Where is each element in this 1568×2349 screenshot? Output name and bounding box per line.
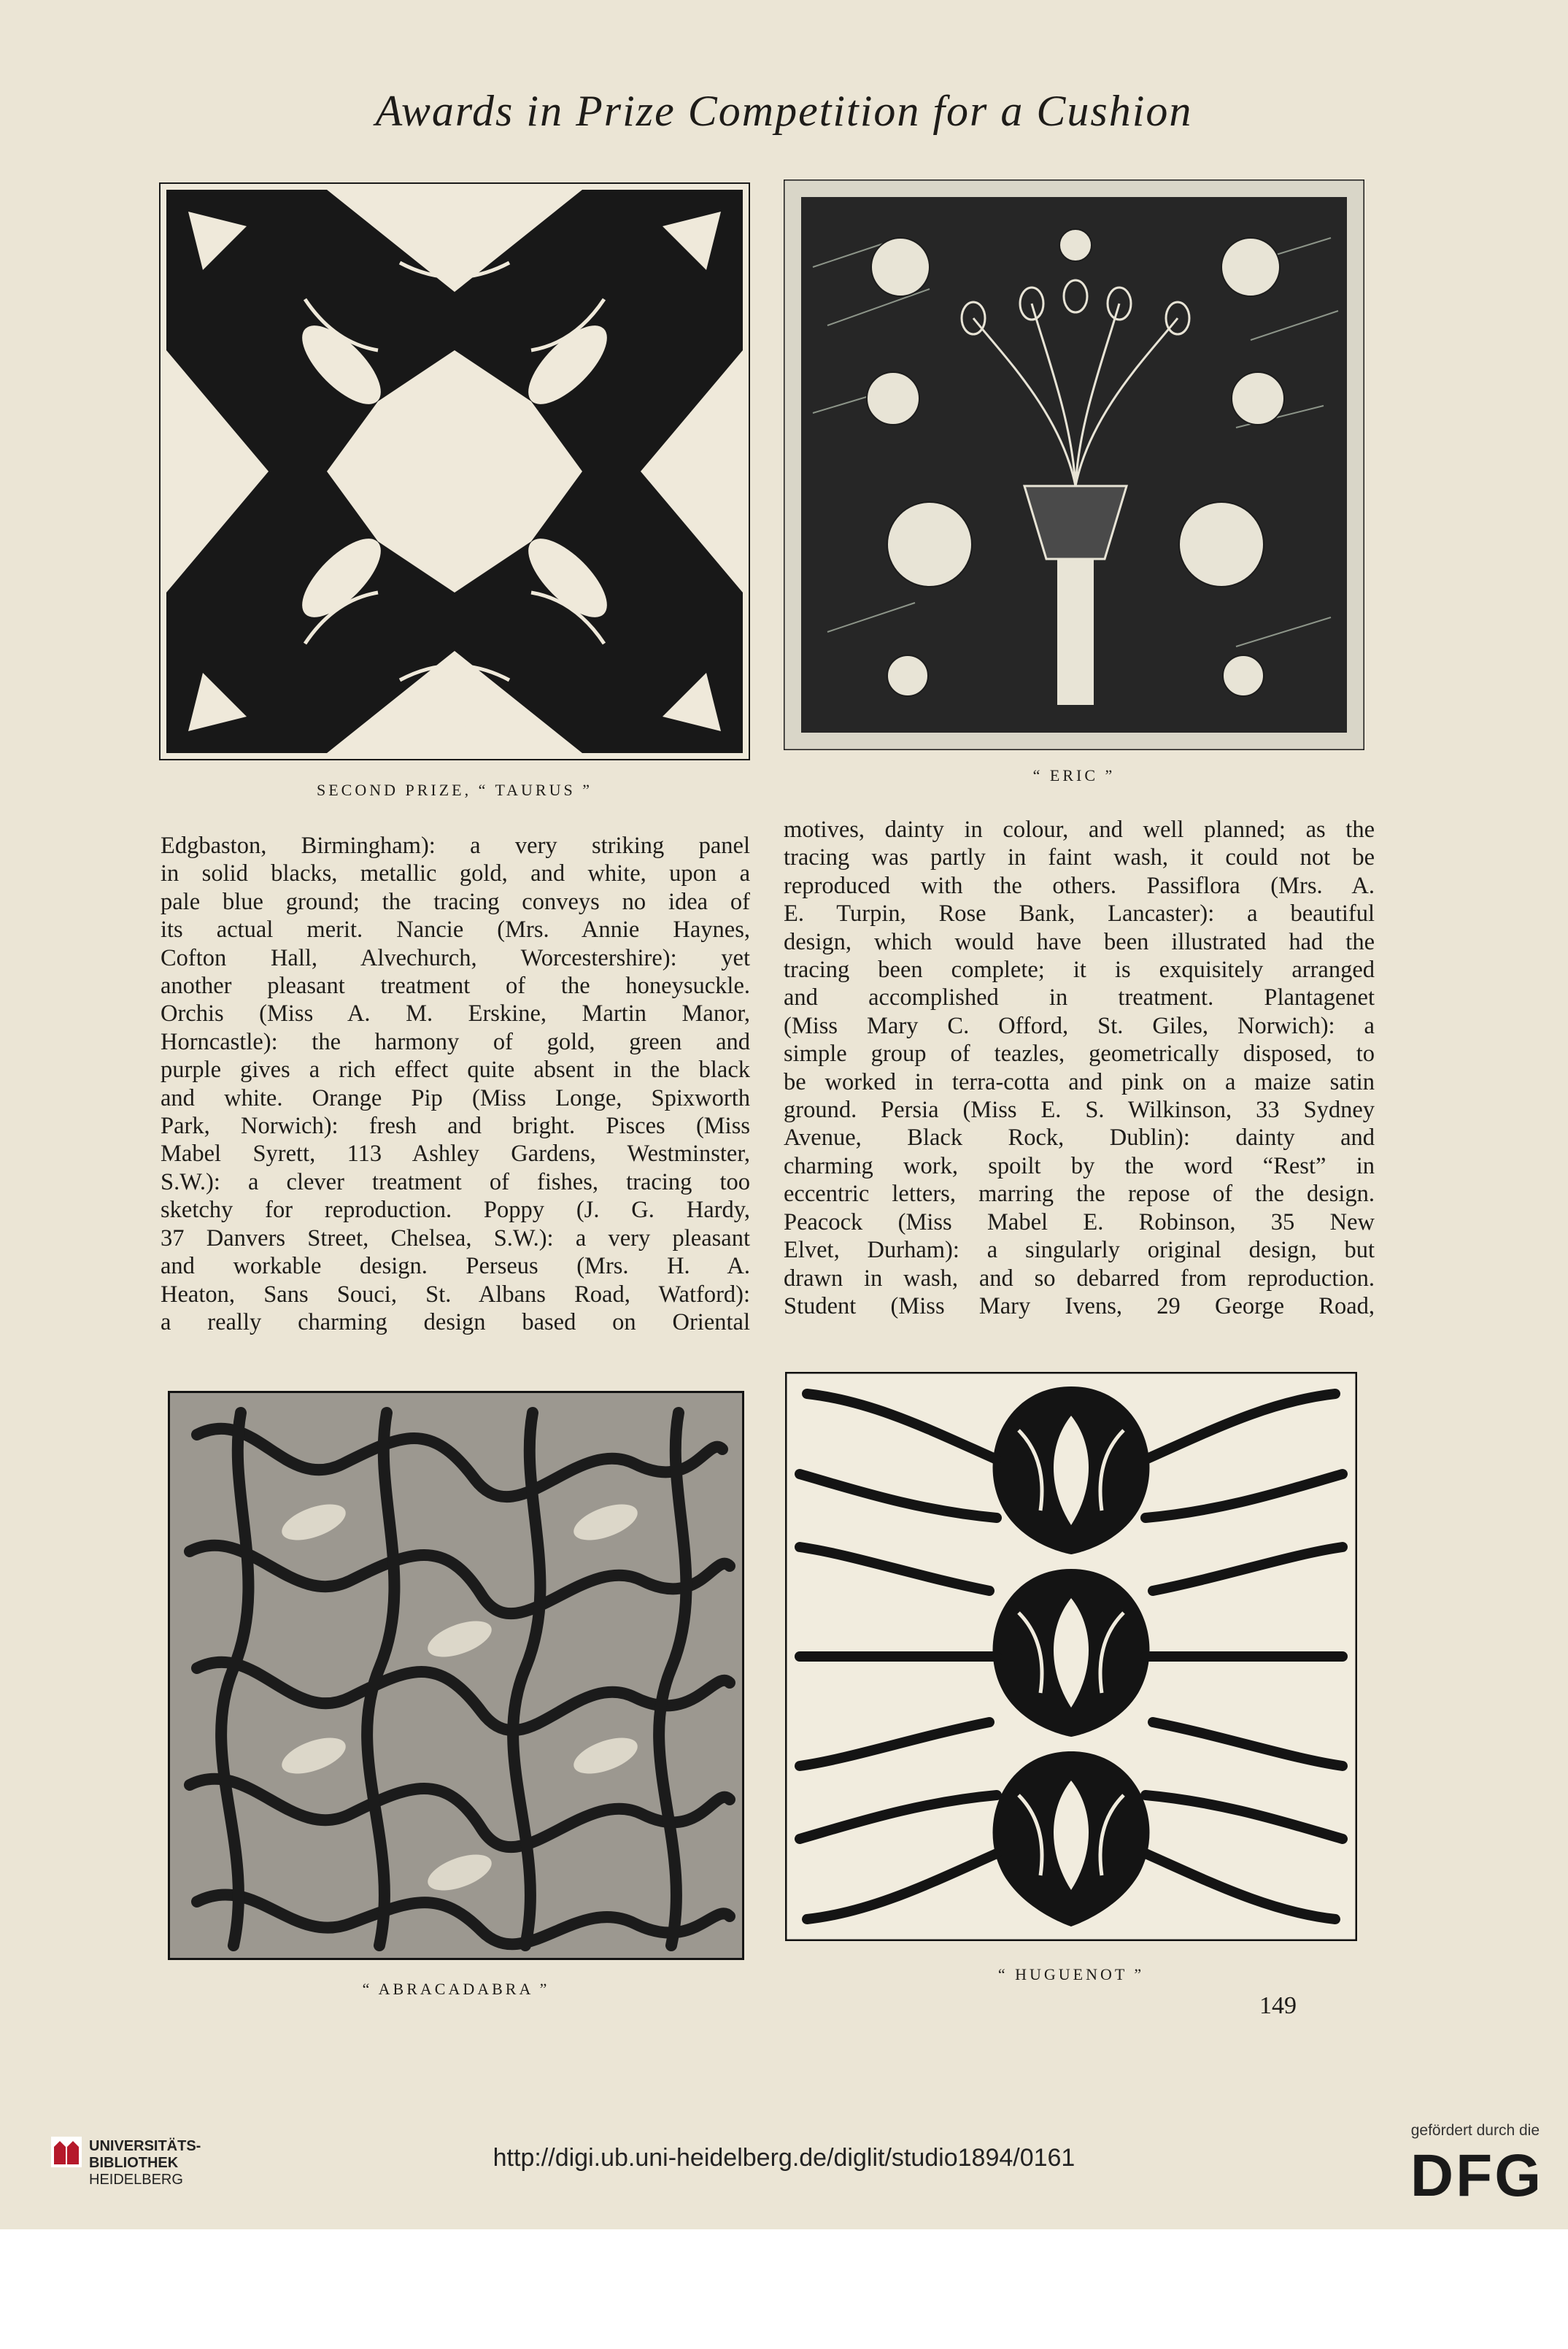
text-column-left — [161, 832, 750, 1336]
running-title: Awards in Prize Competition for a Cushion — [375, 87, 1193, 135]
text-line: (Miss Mary C. Offord, St. Giles, Norwich): a — [784, 1012, 1375, 1039]
text-line: and accomplished in treatment. Plantagenet — [784, 984, 1375, 1011]
text-line: be worked in terra-cotta and pink on a maize satin — [784, 1068, 1375, 1095]
text-line: in solid blacks, metallic gold, and white, upon a — [161, 860, 750, 887]
figure-eric — [784, 180, 1364, 750]
caption-huguenot: “ HUGUENOT ” — [997, 1965, 1145, 1983]
abracadabra-design-image — [168, 1391, 744, 1960]
text-line: ground. Persia (Miss E. S. Wilkinson, 33 Sydney — [784, 1097, 1375, 1124]
text-line: Horncastle): the harmony of gold, green and — [161, 1028, 750, 1055]
funding-note: gefördert durch die — [1410, 2122, 1540, 2139]
text-line: sketchy for reproduction. Poppy (J. G. Hardy, — [161, 1197, 750, 1224]
text-line: Park, Norwich): fresh and bright. Pisces (Miss — [161, 1113, 750, 1140]
text-line: tracing was partly in faint wash, it could not be — [784, 844, 1375, 871]
text-line: Peacock (Miss Mabel E. Robinson, 35 New — [784, 1208, 1375, 1235]
text-line: its actual merit. Nancie (Mrs. Annie Haynes, — [161, 917, 750, 944]
text-line: Orchis (Miss A. M. Erskine, Martin Manor, — [161, 1000, 750, 1027]
text-line: Avenue, Black Rock, Dublin): dainty and — [784, 1125, 1375, 1152]
figure-taurus — [159, 182, 750, 760]
huguenot-design-image — [785, 1372, 1357, 1941]
figure-huguenot — [785, 1372, 1357, 1941]
text-line: and workable design. Perseus (Mrs. H. A. — [161, 1253, 750, 1280]
text-line: charming work, spoilt by the word “Rest” in — [784, 1152, 1375, 1179]
text-line: Elvet, Durham): a singularly original design, but — [784, 1237, 1375, 1264]
library-name-line: UNIVERSITÄTS- — [89, 2138, 201, 2154]
text-line: Edgbaston, Birmingham): a very striking panel — [161, 833, 750, 859]
text-line: Student (Miss Mary Ivens, 29 George Road, — [784, 1292, 1375, 1319]
figure-abracadabra — [168, 1391, 744, 1960]
text-line: S.W.): a clever treatment of fishes, tracing too — [161, 1168, 750, 1195]
digitization-footer — [0, 2229, 1568, 2349]
text-line: motives, dainty in colour, and well planned; as the — [784, 817, 1375, 843]
text-line: purple gives a rich effect quite absent in the black — [161, 1057, 750, 1084]
text-line: tracing been complete; it is exquisitely arranged — [784, 957, 1375, 984]
caption-abracadabra: “ ABRACADABRA ” — [362, 1980, 550, 1998]
text-line: design, which would have been illustrated had the — [784, 928, 1375, 955]
caption-eric: “ ERIC ” — [1032, 766, 1116, 784]
text-line: Cofton Hall, Alvechurch, Worcestershire): yet — [161, 944, 750, 971]
text-line: 37 Danvers Street, Chelsea, S.W.): a very pleasant — [161, 1224, 750, 1251]
library-name-line: BIBLIOTHEK — [89, 2155, 179, 2171]
text-line: simple group of teazles, geometrically disposed, to — [784, 1041, 1375, 1068]
permalink-url[interactable]: http://digi.ub.uni-heidelberg.de/diglit/studio1894/0161 — [493, 2144, 1075, 2172]
text-line: eccentric letters, marring the repose of the design. — [784, 1181, 1375, 1208]
caption-taurus: SECOND PRIZE, “ TAURUS ” — [316, 781, 592, 799]
text-line: another pleasant treatment of the honeysuckle. — [161, 973, 750, 1000]
text-line: drawn in wash, and so debarred from reproduction. — [784, 1265, 1375, 1292]
text-line: reproduced with the others. Passiflora (Mrs. A. — [784, 872, 1375, 899]
library-name-line: HEIDELBERG — [89, 2172, 183, 2188]
text-line: E. Turpin, Rose Bank, Lancaster): a beautiful — [784, 900, 1375, 927]
text-line: a really charming design based on Oriental — [161, 1308, 750, 1335]
page-number: 149 — [1259, 1992, 1297, 2019]
eric-design-image — [784, 180, 1364, 750]
dfg-logo: DFG — [1410, 2142, 1543, 2209]
text-line: Heaton, Sans Souci, St. Albans Road, Watford): — [161, 1281, 750, 1308]
taurus-design-image — [159, 182, 750, 760]
text-line: Mabel Syrett, 113 Ashley Gardens, Westminster, — [161, 1141, 750, 1168]
text-line: pale blue ground; the tracing conveys no idea of — [161, 888, 750, 915]
text-line: and white. Orange Pip (Miss Longe, Spixworth — [161, 1084, 750, 1111]
text-column-right — [784, 816, 1375, 1320]
